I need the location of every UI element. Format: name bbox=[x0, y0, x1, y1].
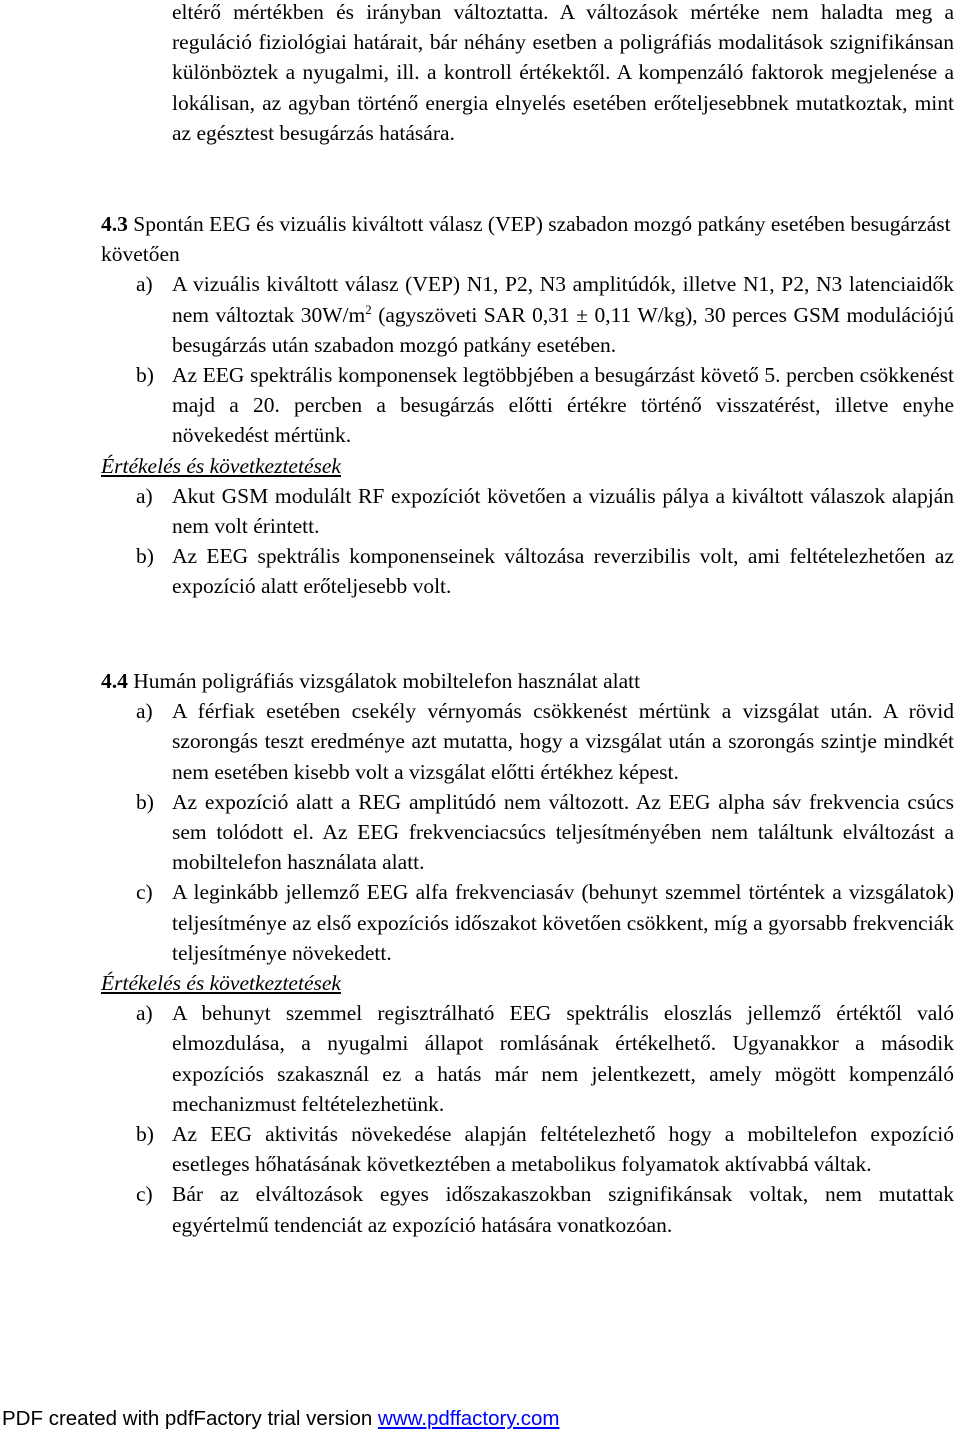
section-heading bbox=[101, 666, 953, 696]
section-number: 4.4 bbox=[101, 669, 128, 693]
list-item-text: Bár az elváltozások egyes időszakaszokban szignifikánsak voltak, nem mutattak egyértelmű tendenciát az expozíció hatására vonatkozóan. bbox=[172, 1182, 954, 1237]
footer-link[interactable]: www.pdffactory.com bbox=[377, 1407, 560, 1430]
list-item bbox=[101, 1119, 953, 1179]
list-item bbox=[101, 877, 953, 968]
list-item bbox=[101, 481, 953, 541]
list-item-text: A férfiak esetében csekély vérnyomás csökkenést mértünk a vizsgálat után. A rövid szorongás teszt eredménye azt mutatta, hogy a vizsgálat után a szorongás szintje mindkét nem esetében kisebb volt a vizsgálat előtti értékhez képest. bbox=[172, 699, 954, 784]
footer-text: PDF created with pdfFactory trial version bbox=[2, 1407, 378, 1430]
list-item bbox=[101, 787, 953, 878]
list-marker: c) bbox=[136, 1182, 153, 1207]
section-number: 4.3 bbox=[101, 212, 128, 236]
list-item-text: A behunyt szemmel regisztrálható EEG spektrális eloszlás jellemző értéktől való elmozdulása, a nyugalmi állapot romlásának értékelhető. Ugyanakkor a második expozíciós szakasznál ez a hatás már nem jelentkezett, amely mögött kompenzáló mechanizmust feltételezhetünk. bbox=[172, 1001, 954, 1116]
list-marker: b) bbox=[136, 789, 154, 814]
list-item bbox=[101, 1179, 953, 1239]
list-item bbox=[101, 696, 953, 787]
list-marker: c) bbox=[136, 880, 153, 905]
section-title: Humán poligráfiás vizsgálatok mobiltelefon használat alatt bbox=[127, 669, 641, 693]
list-marker: a) bbox=[136, 483, 153, 508]
pdf-footer bbox=[2, 1406, 560, 1432]
list-item-text: Akut GSM modulált RF expozíciót követően a vizuális pálya a kiváltott válaszok alapján nem volt érintett. bbox=[172, 483, 954, 539]
list-item-text: A leginkább jellemző EEG alfa frekvenciasáv (behunyt szemmel történtek a vizsgálatok) teljesítménye az első expozíciós időszakot követően csökkent, míg a gyorsabb frekvenciák teljesítménye növekedett. bbox=[172, 880, 954, 965]
intro-paragraph bbox=[172, 0, 954, 148]
list-item bbox=[101, 269, 953, 360]
list-item-text: Az EEG spektrális komponenseinek változása reverzibilis volt, ami feltételezhetően az expozíció alatt erőteljesebb volt. bbox=[172, 544, 954, 599]
list-marker: b) bbox=[136, 544, 154, 569]
section-title: Spontán EEG és vizuális kiváltott válasz (VEP) szabadon mozgó patkány esetében besugárzást követően bbox=[101, 212, 951, 267]
list-marker: a) bbox=[136, 272, 153, 297]
list-item-text: Az expozíció alatt a REG amplitúdó nem változott. Az EEG alpha sáv frekvencia csúcs sem tolódott el. Az EEG frekvenciacsúcs teljesítményében nem találtunk elváltozást a mobiltelefon használata alatt. bbox=[172, 789, 954, 875]
list-marker: b) bbox=[136, 363, 154, 388]
superscript: 2 bbox=[365, 301, 372, 317]
list-item-text: Az EEG aktivitás növekedése alapján feltételezhető hogy a mobiltelefon expozíció esetleges hőhatásának következtében a metabolikus folyamatok aktívabbá váltak. bbox=[172, 1122, 954, 1177]
section-heading bbox=[101, 209, 953, 269]
evaluation-heading: Értékelés és következtetések bbox=[101, 971, 341, 996]
list-item bbox=[101, 541, 953, 601]
list-item bbox=[101, 998, 953, 1119]
section-4-3 bbox=[101, 209, 953, 602]
list-item-text: Az EEG spektrális komponensek legtöbbjében a besugárzást követő 5. percben csökkenést majd a 20. percben a besugárzás előtti értékre történő visszatérést, illetve enyhe növekedést mértünk. bbox=[172, 363, 954, 448]
list-marker: a) bbox=[136, 1001, 153, 1026]
list-item-text: A vizuális kiváltott válasz (VEP) N1, P2, N3 amplitúdók, illetve N1, P2, N3 latenciaidők nem változtak $30W/m^2$ (agyszöveti SAR 0,31 ± 0,11 W/kg), 30 perces GSM modulációjú besugárzás után szabadon mozgó patkány esetében. bbox=[172, 272, 954, 357]
list-marker: b) bbox=[136, 1122, 154, 1147]
evaluation-heading: Értékelés és következtetések bbox=[101, 453, 341, 478]
intro-text: eltérő mértékben és irányban változtatta. A változások mértéke nem haladta meg a reguláció fiziológiai határait, bár néhány esetben a poligráfiás modalitások szignifikánsan különböztek a nyugalmi, ill. a kontroll értékektől. A kompenzáló faktorok megjelenése a lokálisan, az agyban történő energia elnyelés esetében erőteljesebbnek mutatkoztak, mint az egésztest besugárzás hatására. bbox=[172, 0, 954, 145]
list-item bbox=[101, 360, 953, 451]
section-4-4 bbox=[101, 666, 953, 1240]
list-marker: a) bbox=[136, 699, 153, 724]
